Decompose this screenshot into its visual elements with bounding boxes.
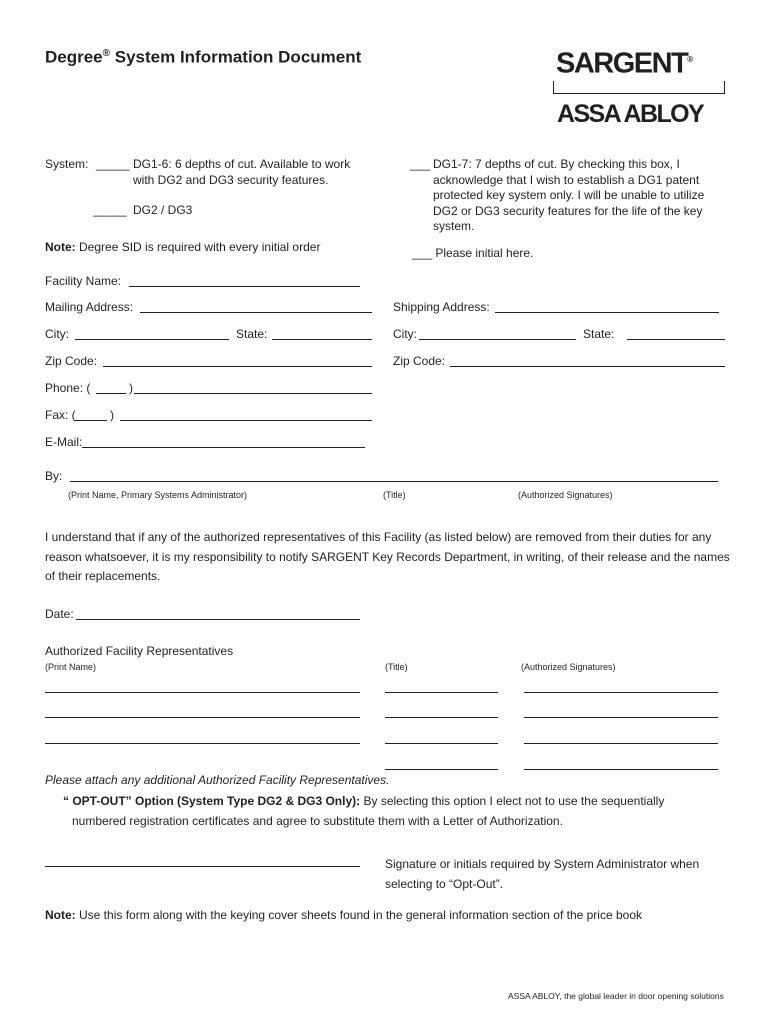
phone-number-line[interactable] [134, 393, 372, 394]
option-dg16-text: DG1-6: 6 depths of cut. Available to work with DG2 and DG3 security features. [133, 157, 351, 187]
shipping-city-line[interactable] [419, 339, 576, 340]
sargent-registered-mark: ® [687, 55, 694, 64]
opt-out-text: By selecting this option I elect not to use the sequentially numbered registration certificates and agree to substitute them with a Letter of Authorization. [72, 794, 665, 828]
by-signatures-caption: (Authorized Signatures) [518, 490, 613, 500]
shipping-zip-label: Zip Code: [393, 354, 446, 368]
footer-note [45, 908, 642, 923]
registered-mark: ® [102, 48, 111, 59]
rep-1-title-line[interactable] [385, 692, 498, 693]
fax-close-paren: ) [110, 408, 114, 422]
fax-label: Fax: ( [45, 408, 76, 422]
by-title-caption: (Title) [383, 490, 406, 500]
rep-2-signature-line[interactable] [524, 717, 718, 718]
facility-name-label: Facility Name: [45, 274, 122, 288]
shipping-state-label: State: [583, 327, 615, 341]
shipping-address-line[interactable] [495, 312, 719, 313]
footer-note-text: Use this form along with the keying cover sheets found in the general information section of the price book [75, 908, 642, 922]
by-label: By: [45, 469, 63, 483]
mailing-state-label: State: [236, 327, 268, 341]
responsibility-statement: I understand that if any of the authorized representatives of this Facility (as listed below) are removed from their duties for any reason whatsoever, it is my responsibility to notify SARGENT Key Records Department, in writing, of their release and the names of their replacements. [45, 530, 730, 583]
rep-title-caption: (Title) [385, 662, 408, 672]
opt-out-label: “ OPT-OUT” Option (System Type DG2 & DG3 Only): [63, 794, 361, 808]
mailing-address-line[interactable] [140, 312, 372, 313]
mailing-zip-line[interactable] [103, 366, 372, 367]
sid-note [45, 240, 320, 255]
system-dg16-blank[interactable]: _____ [96, 157, 130, 171]
phone-close-paren: ) [129, 381, 133, 395]
date-label: Date: [45, 607, 74, 621]
option-dg17-text: DG1-7: 7 depths of cut. By checking this box, I acknowledge that I wish to establish a DG1 patent protected key system only. I will be unable to utilize DG2 or DG3 security features for the life of the key system. [433, 157, 705, 233]
initial-here-field[interactable]: ___ Please initial here. [412, 246, 534, 260]
date-line[interactable] [76, 619, 360, 620]
assa-abloy-logo: ASSA ABLOY [557, 100, 704, 128]
shipping-address-label: Shipping Address: [393, 300, 490, 314]
phone-area-code-line[interactable] [96, 393, 126, 394]
by-line[interactable] [70, 481, 718, 482]
assa-abloy-tagline: ASSA ABLOY, the global leader in door opening solutions [508, 991, 724, 1001]
title-rest: System Information Document [110, 47, 362, 67]
rep-3-title-line[interactable] [385, 743, 498, 744]
representatives-heading: Authorized Facility Representatives [45, 644, 234, 658]
opt-out-signature-line[interactable] [45, 866, 360, 867]
mailing-city-label: City: [45, 327, 69, 341]
system-label: System: [45, 157, 89, 171]
page-title [45, 44, 361, 68]
email-line[interactable] [82, 447, 365, 448]
shipping-city-label: City: [393, 327, 417, 341]
title-degree: Degree [45, 47, 103, 67]
fax-area-code-line[interactable] [75, 420, 107, 421]
phone-label: Phone: ( [45, 381, 91, 395]
rep-2-title-line[interactable] [385, 717, 498, 718]
email-label: E-Mail: [45, 435, 83, 449]
mailing-state-line[interactable] [272, 339, 372, 340]
shipping-zip-line[interactable] [450, 366, 725, 367]
sid-note-label: Note: [45, 240, 76, 254]
rep-2-name-line[interactable] [45, 717, 360, 718]
mailing-zip-label: Zip Code: [45, 354, 98, 368]
rep-print-name-caption: (Print Name) [45, 662, 97, 672]
rep-4-title-line[interactable] [385, 769, 498, 770]
system-dg17-blank[interactable]: ___ [410, 157, 431, 171]
shipping-state-line[interactable] [627, 339, 725, 340]
attach-note: Please attach any additional Authorized Facility Representatives. [45, 773, 390, 787]
facility-name-line[interactable] [129, 286, 360, 287]
sid-note-text: Degree SID is required with every initial order [75, 240, 321, 254]
by-print-name-caption: (Print Name, Primary Systems Administrator) [68, 490, 248, 500]
mailing-city-line[interactable] [75, 339, 229, 340]
rep-3-name-line[interactable] [45, 743, 360, 744]
rep-signatures-caption: (Authorized Signatures) [521, 662, 616, 672]
rep-1-signature-line[interactable] [524, 692, 718, 693]
opt-out-paragraph [63, 792, 692, 831]
opt-out-signature-note: Signature or initials required by System Administrator when selecting to “Opt-Out”. [385, 857, 700, 891]
mailing-address-label: Mailing Address: [45, 300, 134, 314]
rep-4-signature-line[interactable] [524, 769, 718, 770]
sargent-logo-text: SARGENT [556, 47, 688, 80]
footer-note-label: Note: [45, 908, 76, 922]
fax-number-line[interactable] [120, 420, 372, 421]
logo-bracket [553, 81, 725, 94]
system-dg2-dg3-blank[interactable]: _____ [93, 203, 127, 217]
rep-3-signature-line[interactable] [524, 743, 718, 744]
option-dg2-dg3-text: DG2 / DG3 [133, 203, 193, 217]
sargent-logo [556, 44, 693, 80]
rep-1-name-line[interactable] [45, 692, 360, 693]
